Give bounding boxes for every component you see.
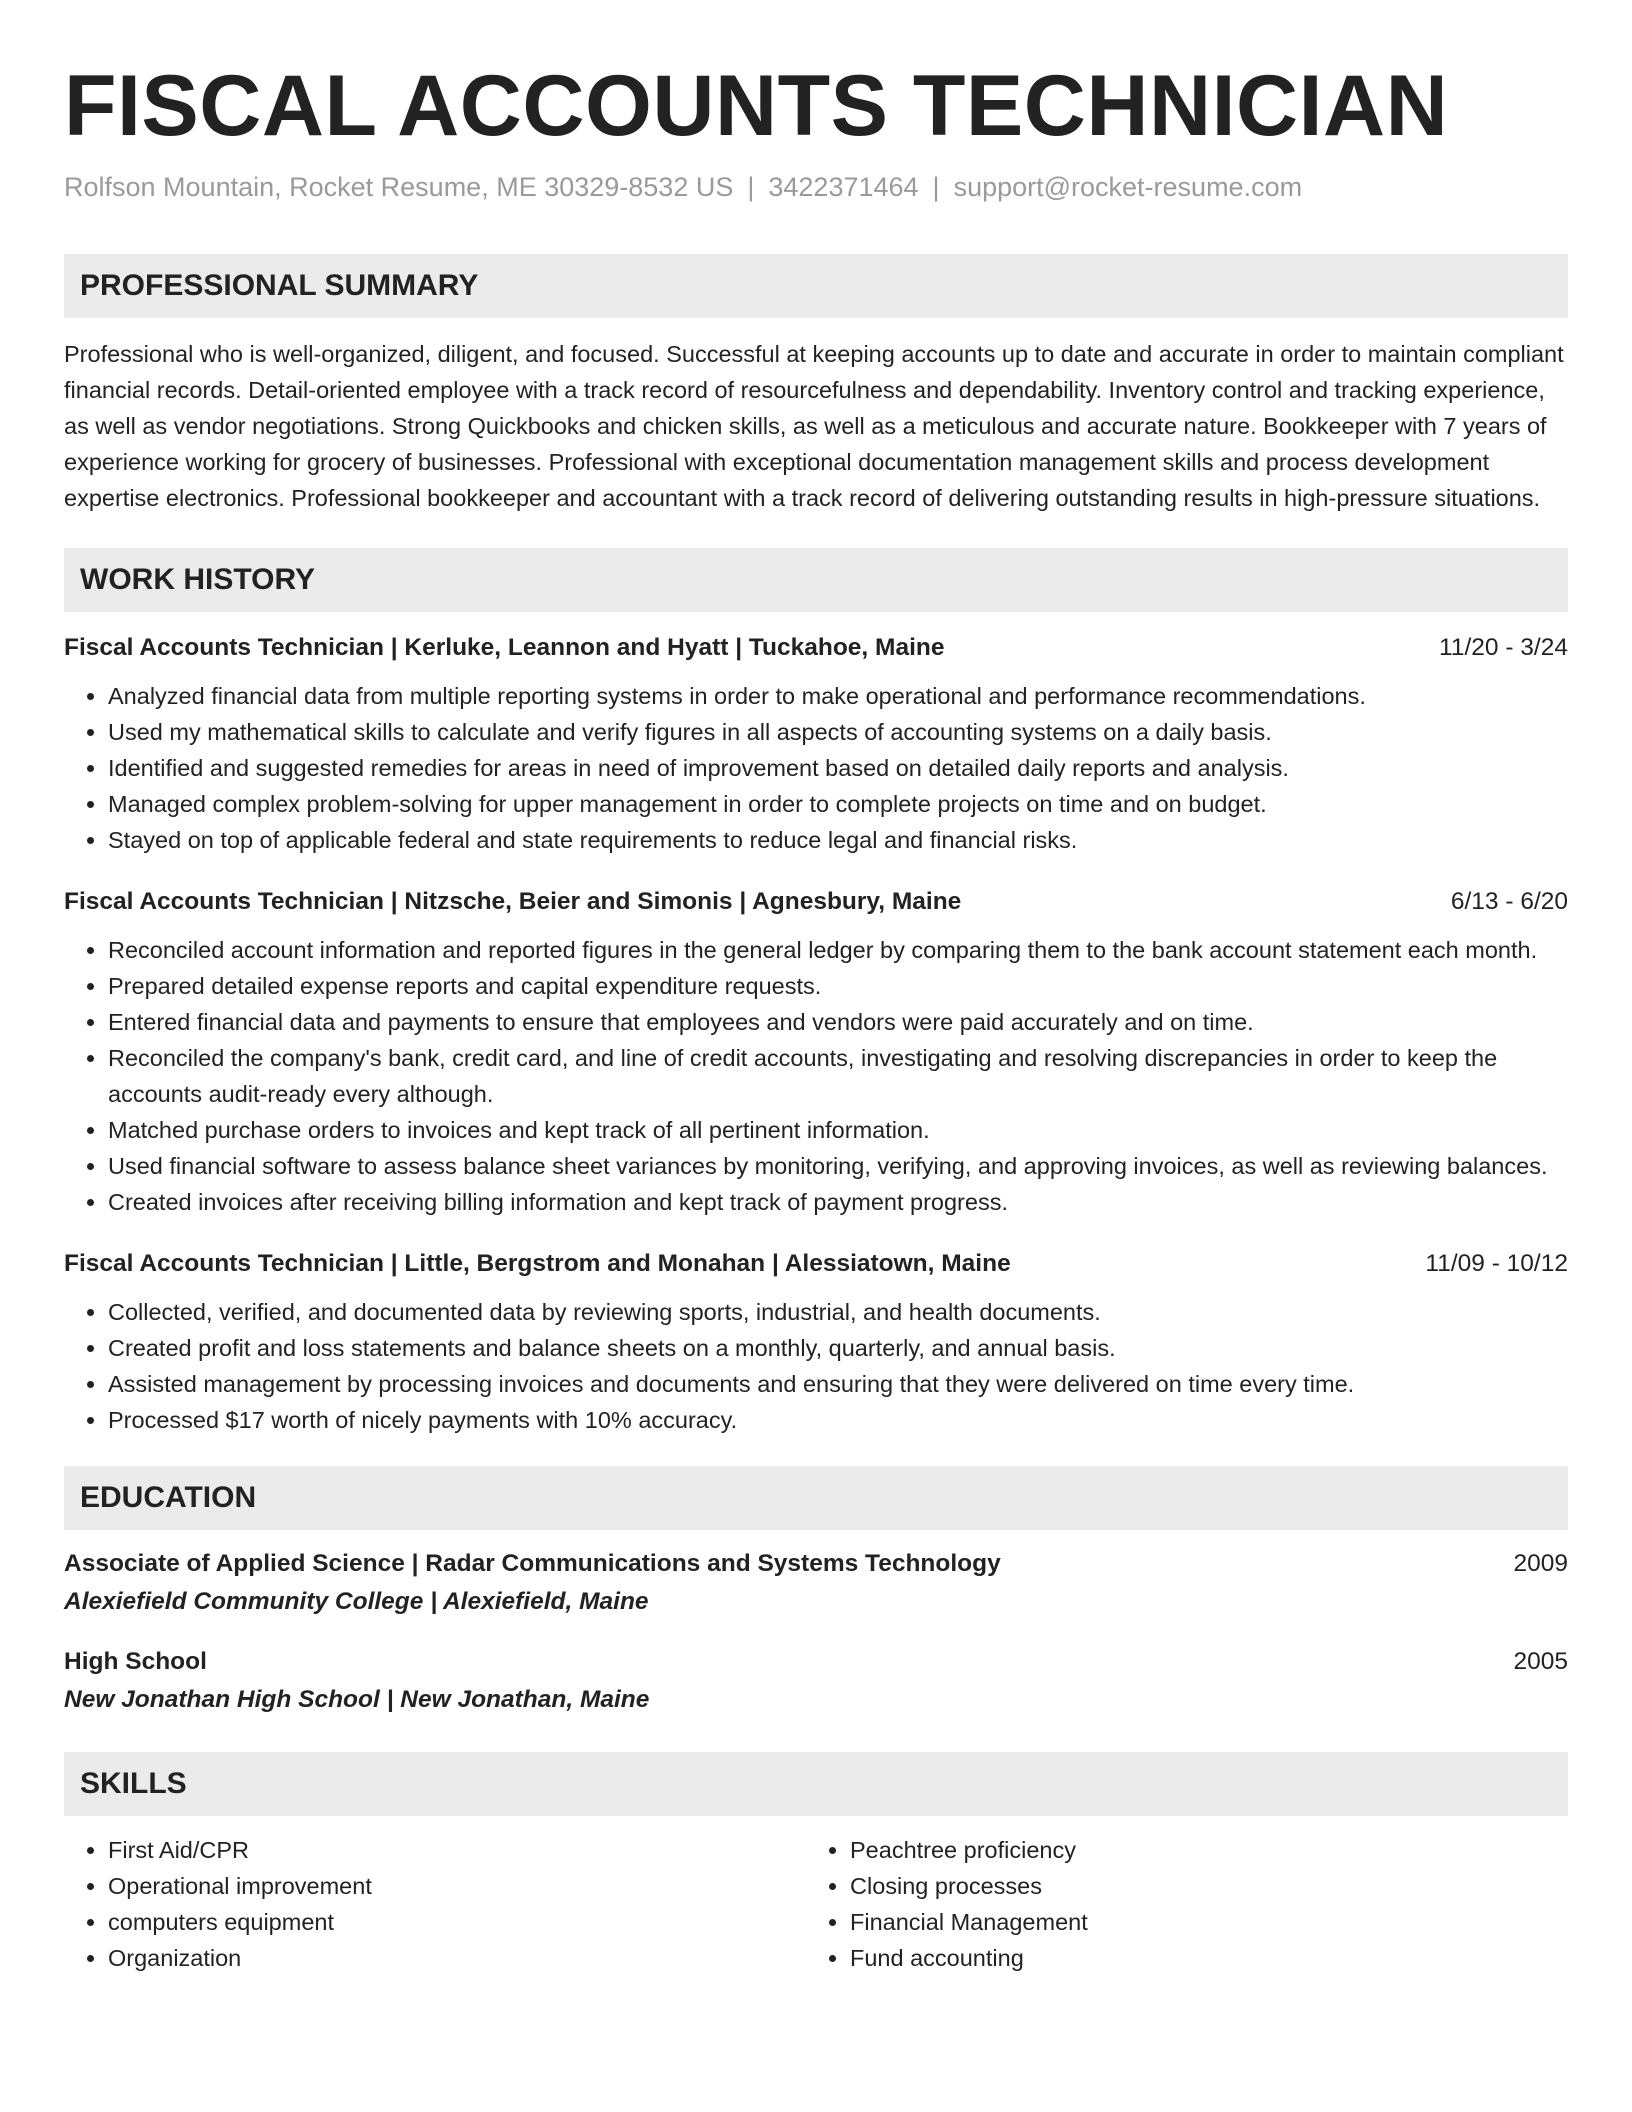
skill-item: • Fund accounting (850, 1940, 1548, 1976)
contact-separator: | (747, 172, 755, 202)
job-bullets (64, 678, 1568, 858)
job-bullet: • Entered financial data and payments to ensure that employees and vendors were paid accurately and on time. (108, 1004, 1568, 1040)
skill-item: • Closing processes (850, 1868, 1548, 1904)
contact-phone: 3422371464 (768, 172, 919, 202)
job-entry (64, 884, 1568, 1220)
resume-name: FISCAL ACCOUNTS TECHNICIAN (64, 58, 1449, 154)
job-bullet: • Stayed on top of applicable federal and state requirements to reduce legal and financial risks. (108, 822, 1568, 858)
skill-item: • First Aid/CPR (108, 1832, 806, 1868)
skill-item: • computers equipment (108, 1904, 806, 1940)
skills-column-left (64, 1832, 806, 1976)
skill-item: • Peachtree proficiency (850, 1832, 1548, 1868)
section-heading-skills: SKILLS (64, 1752, 1568, 1816)
job-dates: 11/20 - 3/24 (1439, 634, 1568, 661)
education-degree: High School (64, 1648, 207, 1675)
job-bullet: • Identified and suggested remedies for areas in need of improvement based on detailed daily reports and analysis. (108, 750, 1568, 786)
job-entry (64, 1246, 1568, 1438)
section-heading-work: WORK HISTORY (64, 548, 1568, 612)
education-year: 2005 (1513, 1648, 1568, 1675)
skill-item: • Organization (108, 1940, 806, 1976)
job-bullets (64, 1294, 1568, 1438)
job-bullet: • Assisted management by processing invoices and documents and ensuring that they were delivered on time every time. (108, 1366, 1568, 1402)
education-degree: Associate of Applied Science | Radar Communications and Systems Technology (64, 1550, 1001, 1577)
education-school: Alexiefield Community College | Alexiefield, Maine (64, 1588, 649, 1615)
summary-text: Professional who is well-organized, diligent, and focused. Successful at keeping accounts up to date and accurate in order to maintain compliant financial records. Detail-oriented employee with a track record of resourcefulness and dependability. Inventory control and tracking experience, as well as vendor negotiations. Strong Quickbooks and chicken skills, as well as a meticulous and accurate nature. Bookkeeper with 7 years of experience working for grocery of businesses. Professional with exceptional documentation management skills and process development expertise electronics. Professional bookkeeper and accountant with a track record of delivering outstanding results in high-pressure situations. (64, 341, 1564, 511)
job-title: Fiscal Accounts Technician | Nitzsche, Beier and Simonis | Agnesbury, Maine (64, 888, 962, 915)
job-bullet: • Processed $17 worth of nicely payments with 10% accuracy. (108, 1402, 1568, 1438)
education-year: 2009 (1513, 1550, 1568, 1577)
education-header (64, 1546, 1568, 1582)
job-bullet: • Collected, verified, and documented data by reviewing sports, industrial, and health documents. (108, 1294, 1568, 1330)
job-header (64, 1246, 1568, 1282)
job-bullet: • Analyzed financial data from multiple reporting systems in order to make operational and performance recommendations. (108, 678, 1568, 714)
skills-list (64, 1832, 1568, 1976)
job-bullet: • Reconciled the company's bank, credit card, and line of credit accounts, investigating and resolving discrepancies in order to keep the accounts audit-ready every although. (108, 1040, 1568, 1112)
education-school: New Jonathan High School | New Jonathan, Maine (64, 1686, 650, 1713)
education-entry (64, 1546, 1568, 1622)
contact-email: support@rocket-resume.com (953, 172, 1303, 202)
resume-page (64, 56, 1568, 1976)
job-entry (64, 630, 1568, 858)
section-heading-summary: PROFESSIONAL SUMMARY (64, 254, 1568, 318)
job-bullets (64, 932, 1568, 1220)
job-bullet: • Created invoices after receiving billing information and kept track of payment progress. (108, 1184, 1568, 1220)
job-bullet: • Used financial software to assess balance sheet variances by monitoring, verifying, and approving invoices, as well as reviewing balances. (108, 1148, 1568, 1184)
contact-separator: | (932, 172, 940, 202)
contact-address: Rolfson Mountain, Rocket Resume, ME 30329-8532 US (64, 172, 734, 202)
job-header (64, 630, 1568, 666)
job-dates: 6/13 - 6/20 (1450, 888, 1568, 915)
job-title: Fiscal Accounts Technician | Little, Bergstrom and Monahan | Alessiatown, Maine (64, 1250, 1011, 1277)
job-dates: 11/09 - 10/12 (1425, 1250, 1568, 1277)
job-bullet: • Managed complex problem-solving for upper management in order to complete projects on time and on budget. (108, 786, 1568, 822)
education-header (64, 1644, 1568, 1680)
job-bullet: • Used my mathematical skills to calculate and verify figures in all aspects of accounting systems on a daily basis. (108, 714, 1568, 750)
section-heading-education: EDUCATION (64, 1466, 1568, 1530)
skills-column-right (806, 1832, 1548, 1976)
job-header (64, 884, 1568, 920)
job-title: Fiscal Accounts Technician | Kerluke, Leannon and Hyatt | Tuckahoe, Maine (64, 634, 945, 661)
job-bullet: • Matched purchase orders to invoices and kept track of all pertinent information. (108, 1112, 1568, 1148)
education-entry (64, 1644, 1568, 1720)
skill-item: • Operational improvement (108, 1868, 806, 1904)
job-bullet: • Prepared detailed expense reports and capital expenditure requests. (108, 968, 1568, 1004)
contact-line (64, 170, 1568, 204)
job-bullet: • Created profit and loss statements and balance sheets on a monthly, quarterly, and annual basis. (108, 1330, 1568, 1366)
skill-item: • Financial Management (850, 1904, 1548, 1940)
job-bullet: • Reconciled account information and reported figures in the general ledger by comparing them to the bank account statement each month. (108, 932, 1568, 968)
